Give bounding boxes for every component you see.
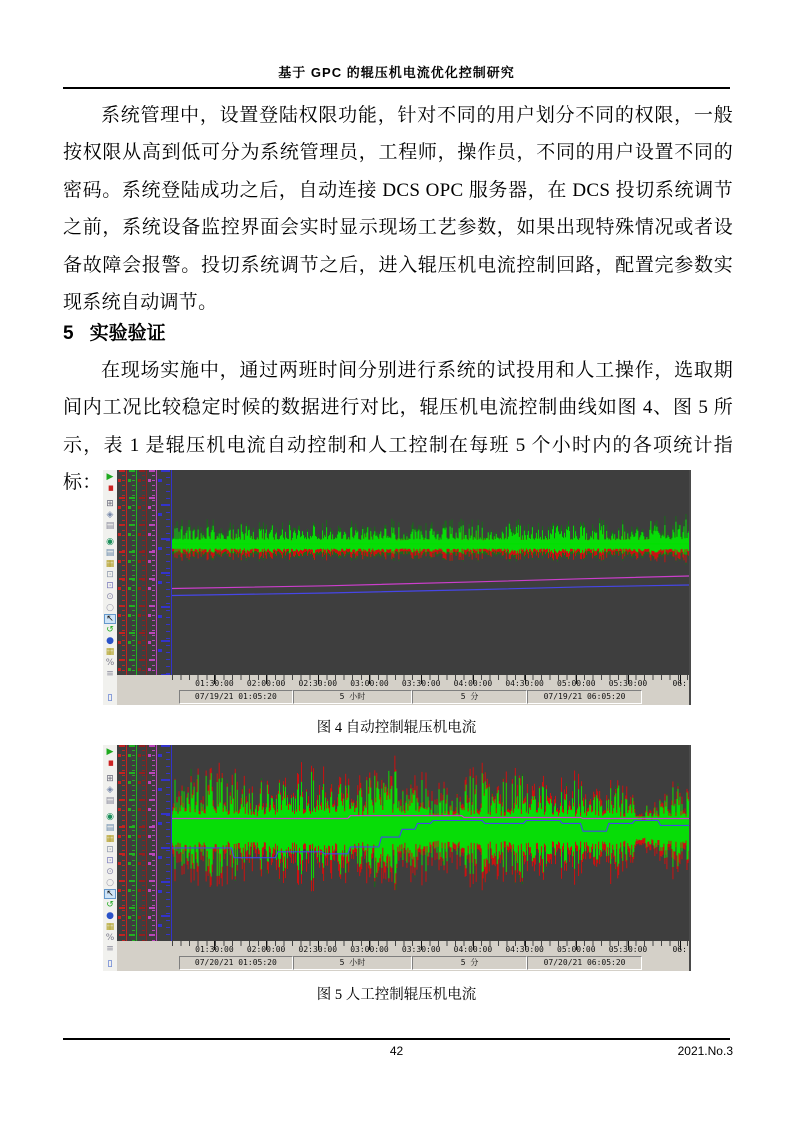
y-axis-red [117,470,127,675]
time-tick-label: 05:30:00 [608,945,648,954]
issue-label: 2021.No.3 [677,1044,733,1058]
tools-icon: ≡ [106,944,114,954]
trend-chart-manual [103,745,691,971]
percent-icon: % [105,658,115,668]
time-tick-label: 04:00:00 [453,679,493,688]
copy-icon: ⊡ [106,845,114,855]
time-range-cell: 5 小时 [293,956,412,970]
y-axis-blue [157,470,172,675]
time-tick-label: 04:00:00 [453,945,493,954]
globe-icon: ◉ [106,812,114,822]
section-heading [63,318,166,345]
image-icon: ▤ [105,521,115,531]
running-head-title: 基于 GPC 的辊压机电流优化控制研究 [278,65,515,80]
y-axis-darkred [137,470,147,675]
print-icon: ▤ [105,548,115,558]
cursor-icon: ↖ [104,889,116,899]
time-tick-label: 03:00:00 [350,945,389,954]
zoom-box-icon: ⊡ [106,856,114,866]
window-icon: ⊞ [106,499,114,509]
section-title: 实验验证 [89,323,166,344]
header-rule [63,87,730,89]
play-icon: ▶ [106,747,114,757]
trend-chart-auto [103,470,691,705]
sphere-icon: ● [106,636,114,646]
pause-icon: ▮▮ [108,484,112,492]
green-noise-band [172,771,689,883]
sphere-icon: ● [106,911,114,921]
time-range-cell: 5 分 [412,956,527,970]
time-tick-label: 02:00:00 [246,945,286,954]
time-range-cell: 07/19/21 01:05:20 [179,690,293,704]
y-axis-magenta [147,470,157,675]
time-tick-label: 04:30:00 [505,945,544,954]
refresh-icon: ↺ [106,625,114,635]
time-axis [117,675,689,689]
y-axis-darkred [137,745,147,941]
time-tick-label: 03:00:00 [350,679,389,688]
pause-icon: ▮▮ [108,759,112,767]
time-range-cell: 07/20/21 06:05:20 [527,956,642,970]
page-number: 42 [389,1044,404,1058]
time-tick-label: 03:30:00 [401,945,441,954]
time-tick-label: 01:30:00 [195,679,234,688]
play-icon: ▶ [106,472,114,482]
y-axis-red [117,745,127,941]
time-range-bar [117,689,689,705]
y-axis-blue [157,745,172,941]
time-tick-label: 01:30:00 [195,945,234,954]
time-range-cell: 5 小时 [293,690,412,704]
time-tick-label: 06: [672,945,687,954]
table-icon: ▦ [105,559,115,569]
figure-4-auto-control [103,470,689,705]
time-tick-label: 05:30:00 [608,679,648,688]
time-tick-label: 04:30:00 [505,679,544,688]
figure-5-caption: 图 5 人工控制辊压机电流 [316,987,477,1003]
panels-icon: ◈ [106,785,114,795]
section-number: 5 [63,323,74,344]
paragraph-system-management: 系统管理中，设置登陆权限功能，针对不同的用户划分不同的权限，一般按权限从高到低可分为系统管理员，工程师，操作员，不同的用户设置不同的密码。系统登陆成功之后，自动连接 DCS OPC 服务器，在 DCS 投切系统调节之前，系统设备监控界面会实时显示现场工艺参数，如果出现特殊情况或者设备故障会报警。投切系统调节之后，进入辊压机电流控制回路，配置完参数实现系统自动调节。 [63,105,733,314]
table-icon: ▦ [105,834,115,844]
document-icon: ▯ [107,693,113,703]
document-icon: ▯ [107,959,113,969]
grid-icon: ▦ [105,922,115,932]
time-range-cell: 07/19/21 06:05:20 [527,690,642,704]
plot-area [172,745,689,941]
panels-icon: ◈ [106,510,114,520]
image-icon: ▤ [105,796,115,806]
y-axis-green [127,470,137,675]
zoom-box-icon: ⊡ [106,581,114,591]
chart-toolbar [103,470,117,705]
time-axis [117,941,689,955]
paragraph-experiment: 在现场实施中，通过两班时间分别进行系统的试投用和人工操作，选取期间内工况比较稳定时候的数据进行对比，辊压机电流控制曲线如图 4、图 5 所示，表 1 是辊压机电流自动控制和人工控制在每班 5 个小时内的各项统计指标： [63,360,733,494]
zoom-in-icon: ○ [106,603,114,613]
time-tick-label: 03:30:00 [401,679,441,688]
time-tick-label: 05:00:00 [557,945,596,954]
plot-area [172,470,689,675]
figure-5-manual-control [103,745,689,971]
grid-icon: ▦ [105,647,115,657]
zoom-out-icon: ⊙ [106,867,114,877]
zoom-in-icon: ○ [106,878,114,888]
figure-4-caption: 图 4 自动控制辊压机电流 [316,720,477,736]
footer-rule [63,1038,730,1040]
time-tick-label: 02:00:00 [246,679,286,688]
copy-icon: ⊡ [106,570,114,580]
time-range-cell: 07/20/21 01:05:20 [179,956,293,970]
time-range-cell: 5 分 [412,690,527,704]
chart-toolbar [103,745,117,971]
window-icon: ⊞ [106,774,114,784]
time-range-bar [117,955,689,971]
refresh-icon: ↺ [106,900,114,910]
percent-icon: % [105,933,115,943]
globe-icon: ◉ [106,537,114,547]
time-tick-label: 02:30:00 [298,679,338,688]
time-tick-label: 05:00:00 [557,679,596,688]
tools-icon: ≡ [106,669,114,679]
time-tick-label: 02:30:00 [298,945,338,954]
print-icon: ▤ [105,823,115,833]
zoom-out-icon: ⊙ [106,592,114,602]
cursor-icon: ↖ [104,614,116,624]
y-axis-magenta [147,745,157,941]
y-axis-green [127,745,137,941]
time-tick-label: 06: [672,679,687,688]
